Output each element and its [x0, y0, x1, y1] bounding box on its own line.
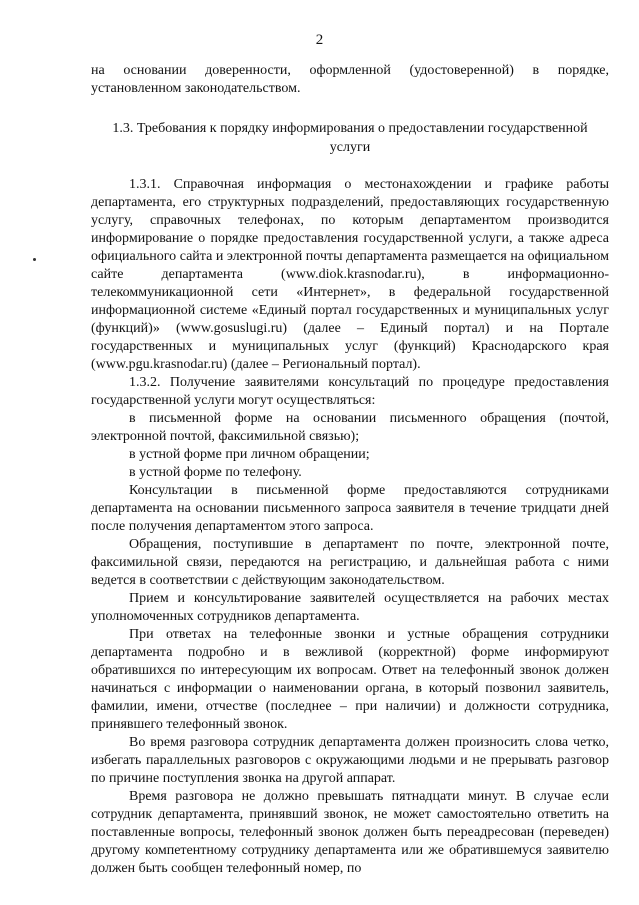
paragraph-1-3-1: 1.3.1. Справочная информация о местонахождении и графике работы департамента, его структурных подразделений, предоставляющих государственную услугу, справочных телефонах, по которым департаментом производится информирование о порядке предоставления государственной услуги, а также адреса официального сайта и электронной почты департамента размещается на официальном сайте департамента (www.diok.krasnodar.ru), в информационно-телекоммуникационной сети «Интернет», в федеральной государственной информационной системе «Единый портал государственных и муниципальных услуг (функций)» (www.gosuslugi.ru) (далее – Единый портал) и на Портале государственных и муниципальных услуг (функций) Краснодарского края (www.pgu.krasnodar.ru) (далее – Региональный портал).	[91, 177, 609, 372]
section-heading: 1.3. Требования к порядку информирования о предоставлении государственной услуги	[112, 121, 588, 155]
list-item-oral-in-person: в устной форме при личном обращении;	[129, 447, 370, 462]
list-item-written-form: в письменной форме на основании письменного обращения (почтой, электронной почтой, факсимильной связью);	[91, 411, 609, 444]
paragraph-conversation: Во время разговора сотрудник департамента должен произносить слова четко, избегать параллельных разговоров с окружающими людьми и не прерывать разговор по причине поступления звонка на другой аппарат.	[91, 735, 609, 786]
list-item-oral-phone: в устной форме по телефону.	[129, 465, 302, 480]
paragraph-1-3-2: 1.3.2. Получение заявителями консультаций по процедуре предоставления государственной услуги могут осуществляться:	[91, 375, 609, 408]
paragraph-phone-answers: При ответах на телефонные звонки и устные обращения сотрудники департамента подробно и в вежливой (корректной) форме информируют обратившихся по интересующим их вопросам. Ответ на телефонный звонок должен начинаться с информации о наименовании органа, в который позвонил заявитель, фамилии, имени, отчестве (последнее – при наличии) и должности сотрудника, принявшего телефонный звонок.	[91, 627, 609, 732]
continued-paragraph: на основании доверенности, оформленной (удостоверенной) в порядке, установленном законодательством.	[91, 63, 609, 96]
paragraph-written-consultations: Консультации в письменной форме предоставляются сотрудниками департамента на основании письменного запроса заявителя в течение тридцати дней после получения департаментом этого запроса.	[91, 483, 609, 534]
document-body	[91, 62, 609, 878]
paragraph-appeals: Обращения, поступившие в департамент по почте, электронной почте, факсимильной связи, передаются на регистрацию, и дальнейшая работа с ними ведется в соответствии с действующим законодательством.	[91, 537, 609, 588]
paragraph-conversation-time: Время разговора не должно превышать пятнадцати минут. В случае если сотрудник департамента, принявший звонок, не может самостоятельно ответить на поставленные вопросы, телефонный звонок должен быть переадресован (переведен) другому компетентному сотруднику департамента или же обратившемуся заявителю должен быть сообщен телефонный номер, по	[91, 789, 609, 876]
margin-dot	[33, 258, 36, 261]
page-number: 2	[315, 32, 324, 48]
paragraph-reception: Прием и консультирование заявителей осуществляется на рабочих местах уполномоченных сотрудников департамента.	[91, 591, 609, 624]
